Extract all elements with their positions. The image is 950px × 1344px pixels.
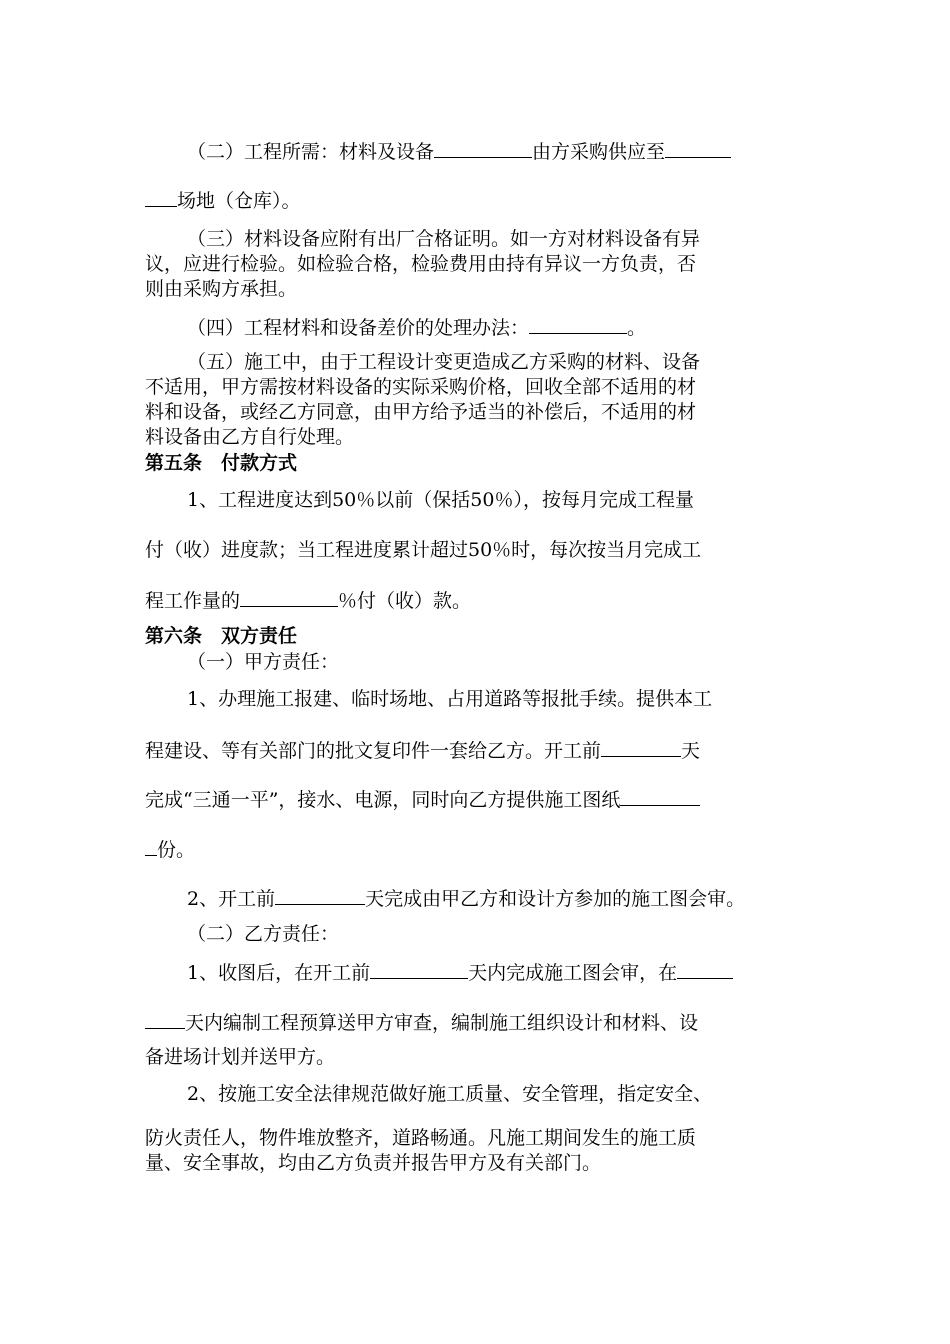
party-b-1-line-3: 备进场计划并送甲方。 <box>145 1046 336 1068</box>
party-a-2 <box>187 884 745 910</box>
clause-4-5-line-2: 不适用，甲方需按材料设备的实际采购价格，回收全部不适用的材 <box>145 376 697 398</box>
text: 场地（仓库）。 <box>177 190 301 212</box>
party-b-1-line-2 <box>145 1008 698 1034</box>
blank-line <box>601 736 681 757</box>
clause-4-5-line-3: 料和设备，或经乙方同意，由甲方给予适当的补偿后，不适用的材 <box>145 401 697 423</box>
article-5-line-3 <box>145 586 471 612</box>
text: 程工作量的 <box>145 590 241 612</box>
clause-4-3-line-3: 则由采购方承担。 <box>145 278 298 300</box>
party-a-1-line-3 <box>145 785 700 811</box>
blank-line <box>665 137 731 158</box>
blank-line <box>145 835 157 856</box>
text: ％付（收）款。 <box>338 590 472 612</box>
clause-4-5-line-1: （五）施工中，由于工程设计变更造成乙方采购的材料、设备 <box>187 351 701 373</box>
text: 天 <box>681 740 701 762</box>
clause-4-2-line-1 <box>187 137 731 163</box>
blank-line <box>145 186 177 207</box>
article-5-heading: 第五条 付款方式 <box>145 452 298 474</box>
blank-line <box>240 586 338 607</box>
text: （四）工程材料和设备差价的处理办法： <box>187 317 530 339</box>
article-6-heading: 第六条 双方责任 <box>145 625 298 647</box>
party-b-title: （二）乙方责任： <box>187 923 340 945</box>
blank-line <box>145 1008 185 1029</box>
party-a-1-line-4 <box>145 835 195 861</box>
text: 1、收图后，在开工前 <box>187 962 371 984</box>
party-a-1-line-1: 1、办理施工报建、临时场地、占用道路等报批手续。提供本工 <box>187 688 713 710</box>
clause-4-3-line-1: （三）材料设备应附有出厂合格证明。如一方对材料设备有异 <box>187 228 701 250</box>
text: 天内编制工程预算送甲方审查，编制施工组织设计和材料、设 <box>185 1012 699 1034</box>
clause-4-3-line-2: 议，应进行检验。如检验合格，检验费用由持有异议一方负责，否 <box>145 253 697 275</box>
text: 。 <box>627 317 647 339</box>
clause-4-4 <box>187 313 646 339</box>
blank-line <box>434 137 532 158</box>
article-5-line-2: 付（收）进度款；当工程进度累计超过50％时，每次按当月完成工 <box>145 539 702 561</box>
party-a-title: （一）甲方责任： <box>187 651 340 673</box>
text: （二）工程所需：材料及设备 <box>187 141 435 163</box>
party-b-1-line-1 <box>187 958 733 984</box>
party-b-2-line-2: 防火责任人，物件堆放整齐，道路畅通。凡施工期间发生的施工质 <box>145 1127 697 1149</box>
clause-4-5-line-4: 料设备由乙方自行处理。 <box>145 426 355 448</box>
text: 程建设、等有关部门的批文复印件一套给乙方。开工前 <box>145 740 602 762</box>
party-b-2-line-3: 量、安全事故，均由乙方负责并报告甲方及有关部门。 <box>145 1152 602 1174</box>
text: 完成“三通一平”，接水、电源，同时向乙方提供施工图纸 <box>145 789 621 811</box>
text: 2、开工前 <box>187 888 276 910</box>
blank-line <box>620 785 700 806</box>
article-5-line-1: 1、工程进度达到50％以前（保括50％），按每月完成工程量 <box>187 489 694 511</box>
blank-line <box>370 958 468 979</box>
text: 份。 <box>157 839 196 861</box>
blank-line <box>677 958 733 979</box>
text: 天内完成施工图会审，在 <box>468 962 678 984</box>
text: 由方采购供应至 <box>532 141 666 163</box>
clause-4-2-line-2 <box>145 186 301 212</box>
text: 天完成由甲乙方和设计方参加的施工图会审。 <box>365 888 746 910</box>
blank-line <box>529 313 627 334</box>
blank-line <box>275 884 365 905</box>
party-a-1-line-2 <box>145 736 700 762</box>
party-b-2-line-1: 2、按施工安全法律规范做好施工质量、安全管理，指定安全、 <box>187 1083 713 1105</box>
